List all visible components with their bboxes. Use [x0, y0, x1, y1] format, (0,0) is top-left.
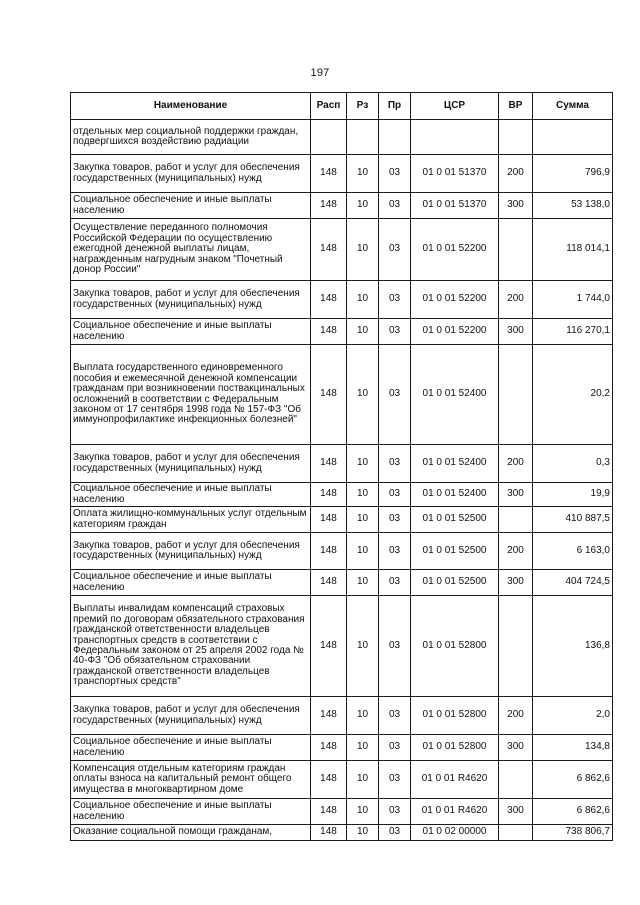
row-rasp: 148 — [311, 219, 347, 281]
row-rz: 10 — [347, 697, 379, 735]
row-sum: 738 806,7 — [533, 825, 613, 841]
table-row — [71, 483, 613, 507]
row-sum: 6 862,6 — [533, 799, 613, 825]
row-pr: 03 — [379, 507, 411, 533]
row-csr: 01 0 01 52500 — [411, 570, 499, 596]
row-vr: 200 — [499, 533, 533, 570]
row-sum — [533, 120, 613, 155]
page-number: 197 — [310, 67, 330, 79]
table-row — [71, 570, 613, 596]
row-rz: 10 — [347, 193, 379, 219]
table-row — [71, 735, 613, 761]
row-vr — [499, 507, 533, 533]
row-name: Осуществление переданного полномочия Российской Федерации по осуществлению ежегодной денежной выплаты лицам, награжденным нагрудным знаком "Почетный донор России" — [71, 219, 311, 281]
row-csr: 01 0 01 52200 — [411, 281, 499, 319]
table-header — [71, 93, 613, 120]
row-rasp: 148 — [311, 155, 347, 193]
row-name: Закупка товаров, работ и услуг для обеспечения государственных (муниципальных) нужд — [71, 533, 311, 570]
row-name: Оплата жилищно-коммунальных услуг отдельным категориям граждан — [71, 507, 311, 533]
header-vr: ВР — [499, 93, 533, 120]
row-pr: 03 — [379, 533, 411, 570]
row-rasp — [311, 120, 347, 155]
row-rasp: 148 — [311, 697, 347, 735]
row-pr: 03 — [379, 345, 411, 445]
row-name: Социальное обеспечение и иные выплаты населению — [71, 570, 311, 596]
row-rz: 10 — [347, 533, 379, 570]
row-sum: 796,9 — [533, 155, 613, 193]
row-pr: 03 — [379, 825, 411, 841]
row-name: Социальное обеспечение и иные выплаты населению — [71, 483, 311, 507]
row-csr: 01 0 01 52400 — [411, 483, 499, 507]
row-pr: 03 — [379, 193, 411, 219]
row-rasp: 148 — [311, 193, 347, 219]
table-row — [71, 533, 613, 570]
row-sum: 134,8 — [533, 735, 613, 761]
row-rz: 10 — [347, 799, 379, 825]
table-row — [71, 345, 613, 445]
row-rz: 10 — [347, 825, 379, 841]
header-csr: ЦСР — [411, 93, 499, 120]
row-sum: 6 862,6 — [533, 761, 613, 799]
row-name: Выплата государственного единовременного пособия и ежемесячной денежной компенсации гражданам при возникновении поствакцинальных осложнений в соответствии с Федеральным законом от 17 сентября 1998 года № 157-ФЗ "Об иммунопрофилактике инфекционных болезней" — [71, 345, 311, 445]
row-rasp: 148 — [311, 799, 347, 825]
row-sum: 118 014,1 — [533, 219, 613, 281]
row-pr: 03 — [379, 281, 411, 319]
row-pr: 03 — [379, 445, 411, 483]
row-rz: 10 — [347, 345, 379, 445]
row-vr: 300 — [499, 193, 533, 219]
row-name: Социальное обеспечение и иные выплаты населению — [71, 319, 311, 345]
row-rz: 10 — [347, 319, 379, 345]
row-rz: 10 — [347, 507, 379, 533]
table-row — [71, 281, 613, 319]
row-vr — [499, 825, 533, 841]
row-rz: 10 — [347, 570, 379, 596]
row-vr: 300 — [499, 570, 533, 596]
row-rasp: 148 — [311, 596, 347, 697]
row-sum: 0,3 — [533, 445, 613, 483]
row-pr: 03 — [379, 735, 411, 761]
table-row — [71, 319, 613, 345]
row-rz: 10 — [347, 445, 379, 483]
row-rz: 10 — [347, 735, 379, 761]
row-rasp: 148 — [311, 507, 347, 533]
table-row — [71, 445, 613, 483]
row-rasp: 148 — [311, 735, 347, 761]
row-vr: 200 — [499, 445, 533, 483]
table-row — [71, 799, 613, 825]
row-sum: 20,2 — [533, 345, 613, 445]
row-sum: 116 270,1 — [533, 319, 613, 345]
row-pr: 03 — [379, 219, 411, 281]
row-rasp: 148 — [311, 445, 347, 483]
row-pr: 03 — [379, 761, 411, 799]
row-csr: 01 0 01 52800 — [411, 697, 499, 735]
row-csr: 01 0 01 52500 — [411, 533, 499, 570]
row-csr: 01 0 01 51370 — [411, 193, 499, 219]
row-rasp: 148 — [311, 345, 347, 445]
row-vr — [499, 345, 533, 445]
row-name: Закупка товаров, работ и услуг для обеспечения государственных (муниципальных) нужд — [71, 281, 311, 319]
row-vr: 300 — [499, 483, 533, 507]
row-csr: 01 0 01 52200 — [411, 219, 499, 281]
row-pr: 03 — [379, 483, 411, 507]
row-csr: 01 0 01 51370 — [411, 155, 499, 193]
row-rz — [347, 120, 379, 155]
row-name: Закупка товаров, работ и услуг для обеспечения государственных (муниципальных) нужд — [71, 445, 311, 483]
row-csr: 01 0 02 00000 — [411, 825, 499, 841]
row-vr: 200 — [499, 155, 533, 193]
row-sum: 136,8 — [533, 596, 613, 697]
row-csr: 01 0 01 R4620 — [411, 799, 499, 825]
row-name: Социальное обеспечение и иные выплаты населению — [71, 193, 311, 219]
row-csr: 01 0 01 52400 — [411, 445, 499, 483]
row-rz: 10 — [347, 155, 379, 193]
row-vr — [499, 120, 533, 155]
header-sum: Сумма — [533, 93, 613, 120]
row-name: Социальное обеспечение и иные выплаты населению — [71, 799, 311, 825]
row-name: отдельных мер социальной поддержки граждан, подвергшихся воздействию радиации — [71, 120, 311, 155]
row-sum: 2,0 — [533, 697, 613, 735]
row-rz: 10 — [347, 483, 379, 507]
table-row — [71, 507, 613, 533]
row-rz: 10 — [347, 281, 379, 319]
header-rz: Рз — [347, 93, 379, 120]
row-csr: 01 0 01 52800 — [411, 596, 499, 697]
row-name: Закупка товаров, работ и услуг для обеспечения государственных (муниципальных) нужд — [71, 155, 311, 193]
row-vr: 200 — [499, 697, 533, 735]
row-sum: 19,9 — [533, 483, 613, 507]
table-row — [71, 825, 613, 841]
table-row — [71, 219, 613, 281]
row-sum: 404 724,5 — [533, 570, 613, 596]
row-csr — [411, 120, 499, 155]
header-name: Наименование — [71, 93, 311, 120]
budget-table — [70, 92, 613, 841]
row-rz: 10 — [347, 219, 379, 281]
row-pr: 03 — [379, 155, 411, 193]
row-csr: 01 0 01 52800 — [411, 735, 499, 761]
row-name: Компенсация отдельным категориям граждан оплаты взноса на капитальный ремонт общего имущества в многоквартирном доме — [71, 761, 311, 799]
row-sum: 6 163,0 — [533, 533, 613, 570]
row-pr: 03 — [379, 319, 411, 345]
row-vr — [499, 219, 533, 281]
row-pr: 03 — [379, 799, 411, 825]
row-sum: 53 138,0 — [533, 193, 613, 219]
header-rasp: Расп — [311, 93, 347, 120]
row-vr: 300 — [499, 735, 533, 761]
row-rasp: 148 — [311, 761, 347, 799]
table-row — [71, 761, 613, 799]
row-rasp: 148 — [311, 533, 347, 570]
row-pr: 03 — [379, 570, 411, 596]
row-csr: 01 0 01 52500 — [411, 507, 499, 533]
row-rasp: 148 — [311, 281, 347, 319]
row-vr: 200 — [499, 281, 533, 319]
row-name: Выплаты инвалидам компенсаций страховых премий по договорам обязательного страхования гражданской ответственности владельцев транспортных средств в соответствии с Федеральным законом от 25 апреля 2002 года № 40-ФЗ "Об обязательном страховании гражданской ответственности владельцев транспортных средств" — [71, 596, 311, 697]
table-row — [71, 697, 613, 735]
header-pr: Пр — [379, 93, 411, 120]
row-csr: 01 0 01 52200 — [411, 319, 499, 345]
table-row — [71, 155, 613, 193]
row-name: Оказание социальной помощи гражданам, — [71, 825, 311, 841]
table-body — [71, 120, 613, 841]
row-name: Закупка товаров, работ и услуг для обеспечения государственных (муниципальных) нужд — [71, 697, 311, 735]
row-sum: 410 887,5 — [533, 507, 613, 533]
row-vr: 300 — [499, 799, 533, 825]
row-rasp: 148 — [311, 570, 347, 596]
table-row — [71, 120, 613, 155]
header-row — [71, 93, 613, 120]
row-vr: 300 — [499, 319, 533, 345]
table-row — [71, 193, 613, 219]
row-rz: 10 — [347, 596, 379, 697]
table-row — [71, 596, 613, 697]
row-csr: 01 0 01 52400 — [411, 345, 499, 445]
row-rasp: 148 — [311, 483, 347, 507]
row-rasp: 148 — [311, 319, 347, 345]
row-rz: 10 — [347, 761, 379, 799]
row-sum: 1 744,0 — [533, 281, 613, 319]
row-pr — [379, 120, 411, 155]
row-vr — [499, 596, 533, 697]
row-vr — [499, 761, 533, 799]
row-pr: 03 — [379, 697, 411, 735]
row-name: Социальное обеспечение и иные выплаты населению — [71, 735, 311, 761]
row-rasp: 148 — [311, 825, 347, 841]
row-pr: 03 — [379, 596, 411, 697]
row-csr: 01 0 01 R4620 — [411, 761, 499, 799]
